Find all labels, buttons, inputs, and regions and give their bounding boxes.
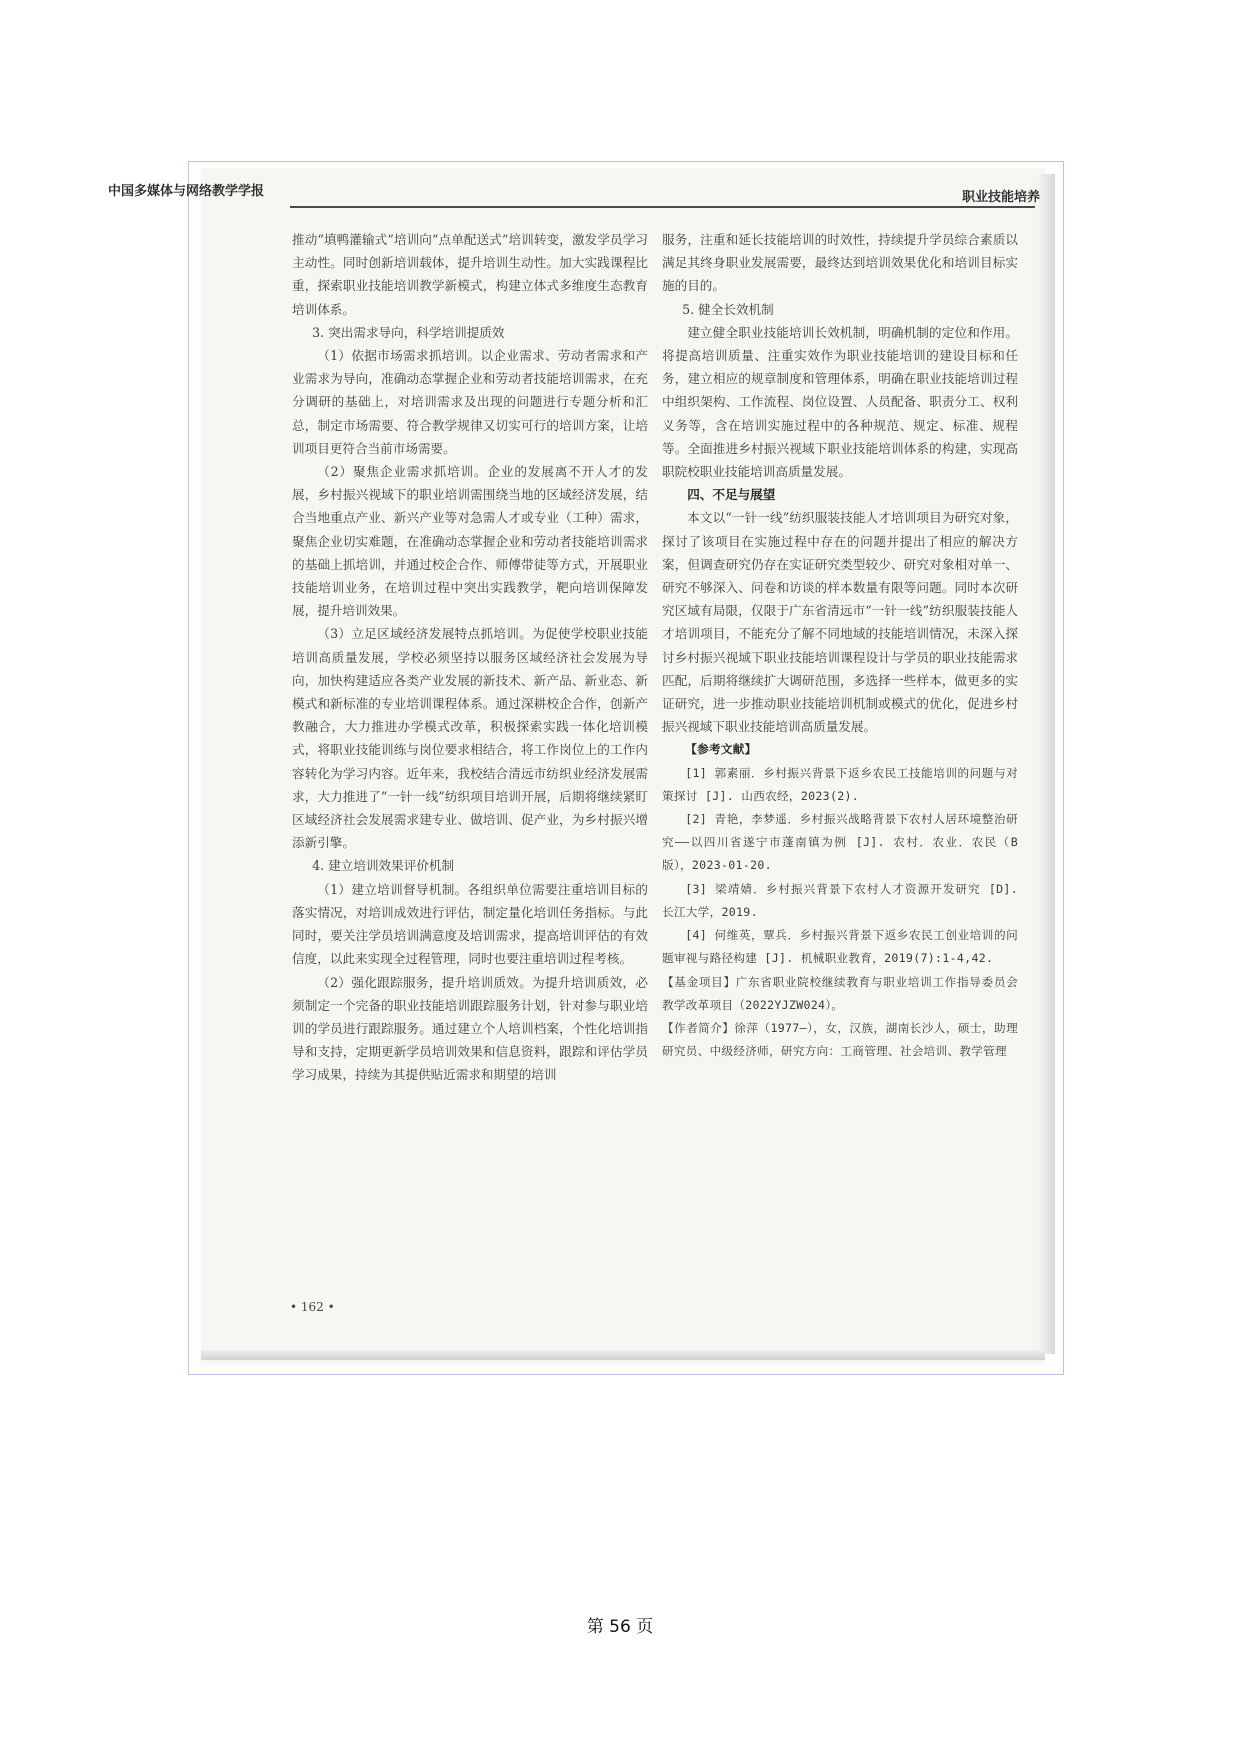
right-column	[662, 228, 1018, 1063]
paragraph-continued: 推动“填鸭灌输式”培训向“点单配送式”培训转变，激发学员学习主动性。同时创新培训载体，提升培训生动性。加大实践课程比重，探索职业技能培训教学新模式，构建立体式多维度生态教育培训体系。	[292, 232, 648, 317]
reference-item: [3] 梁靖婧．乡村振兴背景下农村人才资源开发研究 [D]. 长江大学，2019.	[662, 881, 1018, 919]
paragraph-continued: 服务，注重和延长技能培训的时效性，持续提升学员综合素质以满足其终身职业发展需要，最终达到培训效果优化和培训目标实施的目的。	[662, 232, 1018, 294]
paragraph: （2）强化跟踪服务，提升培训质效。为提升培训质效，必须制定一个完备的职业技能培训跟踪服务计划，针对参与职业培训的学员进行跟踪服务。通过建立个人培训档案，个性化培训指导和支持，定期更新学员培训效果和信息资料，跟踪和评估学员学习成果，持续为其提供贴近需求和期望的培训	[292, 974, 648, 1083]
page-edge-shadow-bottom	[201, 1350, 1045, 1360]
author-note: 【作者简介】徐萍（1977—），女，汉族，湖南长沙人，硕士，助理研究员、中级经济师，研究方向：工商管理、社会培训、教学管理	[662, 1020, 1018, 1059]
page-footer: 第 56 页	[586, 1617, 654, 1637]
author-note: 【基金项目】广东省职业院校继续教育与职业培训工作指导委员会教学改革项目（2022YJZW024）。	[662, 974, 1018, 1012]
header-rule	[290, 206, 1035, 208]
paragraph: 本文以“一针一线”纺织服装技能人才培训项目为研究对象，探讨了该项目在实施过程中存在的问题并提出了相应的解决方案，但调查研究仍存在实证研究类型较少、研究对象相对单一、研究不够深入、问卷和访谈的样本数量有限等问题。同时本次研究区域有局限，仅限于广东省清远市“一针一线”纺织服装技能人才培训项目，不能充分了解不同地域的技能培训情况，未深入探讨乡村振兴视域下职业技能培训课程设计与学员的职业技能需求匹配，后期将继续扩大调研范围，多选择一些样本，做更多的实证研究，进一步推动职业技能培训机制或模式的优化，促进乡村振兴视域下职业技能培训高质量发展。	[662, 510, 1018, 735]
subsection-heading: 5. 健全长效机制	[682, 301, 774, 317]
paragraph: （2）聚焦企业需求抓培训。企业的发展离不开人才的发展，乡村振兴视域下的职业培训需围绕当地的区域经济发展，结合当地重点产业、新兴产业等对急需人才或专业（工种）需求，聚焦企业切实难题，在准确动态掌握企业和劳动者技能培训需求的基础上抓培训，并通过校企合作、师傅带徒等方式，开展职业技能培训业务，在培训过程中突出实践教学，靶向培训保障发展，提升培训效果。	[292, 464, 648, 619]
paragraph: （3）立足区域经济发展特点抓培训。为促使学校职业技能培训高质量发展，学校必须坚持以服务区域经济社会发展为导向，加快构建适应各类产业发展的新技术、新产品、新业态、新模式和新标准的专业培训课程体系。通过深耕校企合作，创新产教融合，大力推进办学模式改革，积极探索实践一体化培训模式，将职业技能训练与岗位要求相结合，将工作岗位上的工作内容转化为学习内容。近年来，我校结合清远市纺织业经济发展需求，大力推进了“一针一线”纺织项目培训开展，后期将继续紧盯区域经济社会发展需求建专业、做培训、促产业，为乡村振兴增添新引擎。	[292, 626, 648, 851]
paragraph: （1）依据市场需求抓培训。以企业需求、劳动者需求和产业需求为导向，准确动态掌握企业和劳动者技能培训需求，在充分调研的基础上，对培训需求及出现的问题进行专题分析和汇总，制定市场需要、符合教学规律又切实可行的培训方案，让培训项目更符合当前市场需要。	[292, 348, 648, 456]
subsection-heading: 4. 建立培训效果评价机制	[312, 858, 455, 874]
reference-item: [2] 青艳，李梦遥．乡村振兴战略背景下农村人居环境整治研究——以四川省遂宁市蓬南镇为例 [J]. 农村．农业．农民（B 版），2023-01-20.	[662, 812, 1018, 873]
paragraph: 建立健全职业技能培训长效机制，明确机制的定位和作用。将提高培训质量、注重实效作为职业技能培训的建设目标和任务，建立相应的规章制度和管理体系，明确在职业技能培训过程中组织架构、工作流程、岗位设置、人员配备、职责分工、权利义务等，含在培训实施过程中的各种规范、规定、标准、规程等。全面推进乡村振兴视域下职业技能培训体系的构建，实现高职院校职业技能培训高质量发展。	[662, 324, 1018, 480]
journal-page-number: • 162 •	[290, 1300, 335, 1314]
section-heading: 四、不足与展望	[687, 487, 776, 503]
reference-item: [1] 郭素丽．乡村振兴背景下返乡农民工技能培训的问题与对策探讨 [J]. 山西农经，2023(2).	[662, 765, 1018, 803]
paragraph: （1）建立培训督导机制。各组织单位需要注重培训目标的落实情况，对培训成效进行评估，制定量化培训任务指标。与此同时，要关注学员培训满意度及培训需求，提高培训评估的有效信度，以此来实现全过程管理，同时也要注重培训过程考核。	[292, 881, 648, 967]
journal-title: 中国多媒体与网络教学学报	[108, 184, 265, 199]
left-column	[292, 228, 648, 1087]
page-edge-shadow-right	[1039, 174, 1055, 1354]
reference-item: [4] 何维英，覃兵．乡村振兴背景下返乡农民工创业培训的问题审视与路径构建 [J]. 机械职业教育，2019(7):1-4,42.	[662, 928, 1018, 966]
section-title: 职业技能培养	[961, 190, 1040, 205]
subsection-heading: 3. 突出需求导向，科学培训提质效	[312, 324, 505, 340]
references-heading: 【参考文献】	[685, 742, 757, 757]
